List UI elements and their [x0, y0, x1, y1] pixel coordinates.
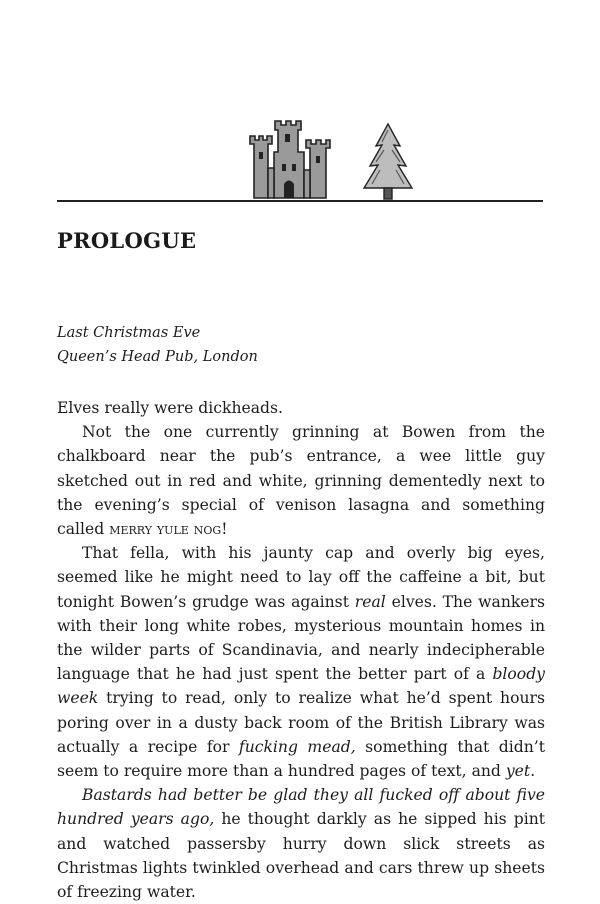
paragraph-3-text-b: elves. The wankers with their long white robes, mysterious mountain homes in the wilder parts of Scandinavia, and nearly indecipherable language that he had just spent the better part of a [57, 592, 545, 684]
dateline [57, 321, 258, 369]
chapter-title: PROLOGUE [57, 228, 197, 254]
inner-thought: Bastards had better be glad they all fucked off about five hundred years ago, [57, 786, 545, 829]
dateline-place: Queen’s Head Pub, London [57, 349, 258, 365]
emphasis-yet: yet [505, 762, 531, 781]
paragraph-4 [57, 783, 545, 904]
paragraph-2-text: Not the one currently grinning at Bowen from the chalkboard near the pub’s entrance, a wee little guy sketched out in red and white, grinning dementedly next to the evening’s special of venison lasagna and something called [57, 423, 545, 539]
menu-special-name: merry yule nog [109, 520, 222, 539]
header-rule [57, 200, 543, 202]
emphasis-real: real [354, 592, 386, 611]
emphasis-bloody-week: bloody week [57, 665, 545, 708]
prologue-body [57, 396, 545, 904]
dateline-time: Last Christmas Eve [57, 325, 201, 341]
paragraph-3-end: . [530, 762, 536, 781]
paragraph-3-text-a: That fella, with his jaunty cap and overly big eyes, seemed like he might need to lay off the caffeine a bit, but tonight Bowen’s grudge was against [57, 544, 545, 611]
paragraph-2-end: ! [221, 520, 228, 539]
paragraph-3-text-d: something that didn’t seem to require more than a hundred pages of text, and [57, 737, 545, 781]
emphasis-mead: fucking mead, [238, 737, 356, 756]
paragraph-1-text: Elves really were dickheads. [57, 399, 283, 417]
paragraph-4-text: he thought darkly as he sipped his pint and watched passersby hurry down slick streets as Christmas lights twinkled overhead and cars threw up sheets of freezing water. [57, 810, 546, 902]
paragraph-3-text-c: trying to read, only to realize what he’d spent hours poring over in a dusty back room of the British Library was actually a recipe for [57, 689, 545, 756]
paragraph-1 [57, 396, 545, 420]
castle-tree-ornament [248, 118, 428, 202]
snowy-pine-tree-icon [364, 124, 412, 199]
paragraph-2 [57, 420, 545, 541]
paragraph-3 [57, 541, 545, 783]
